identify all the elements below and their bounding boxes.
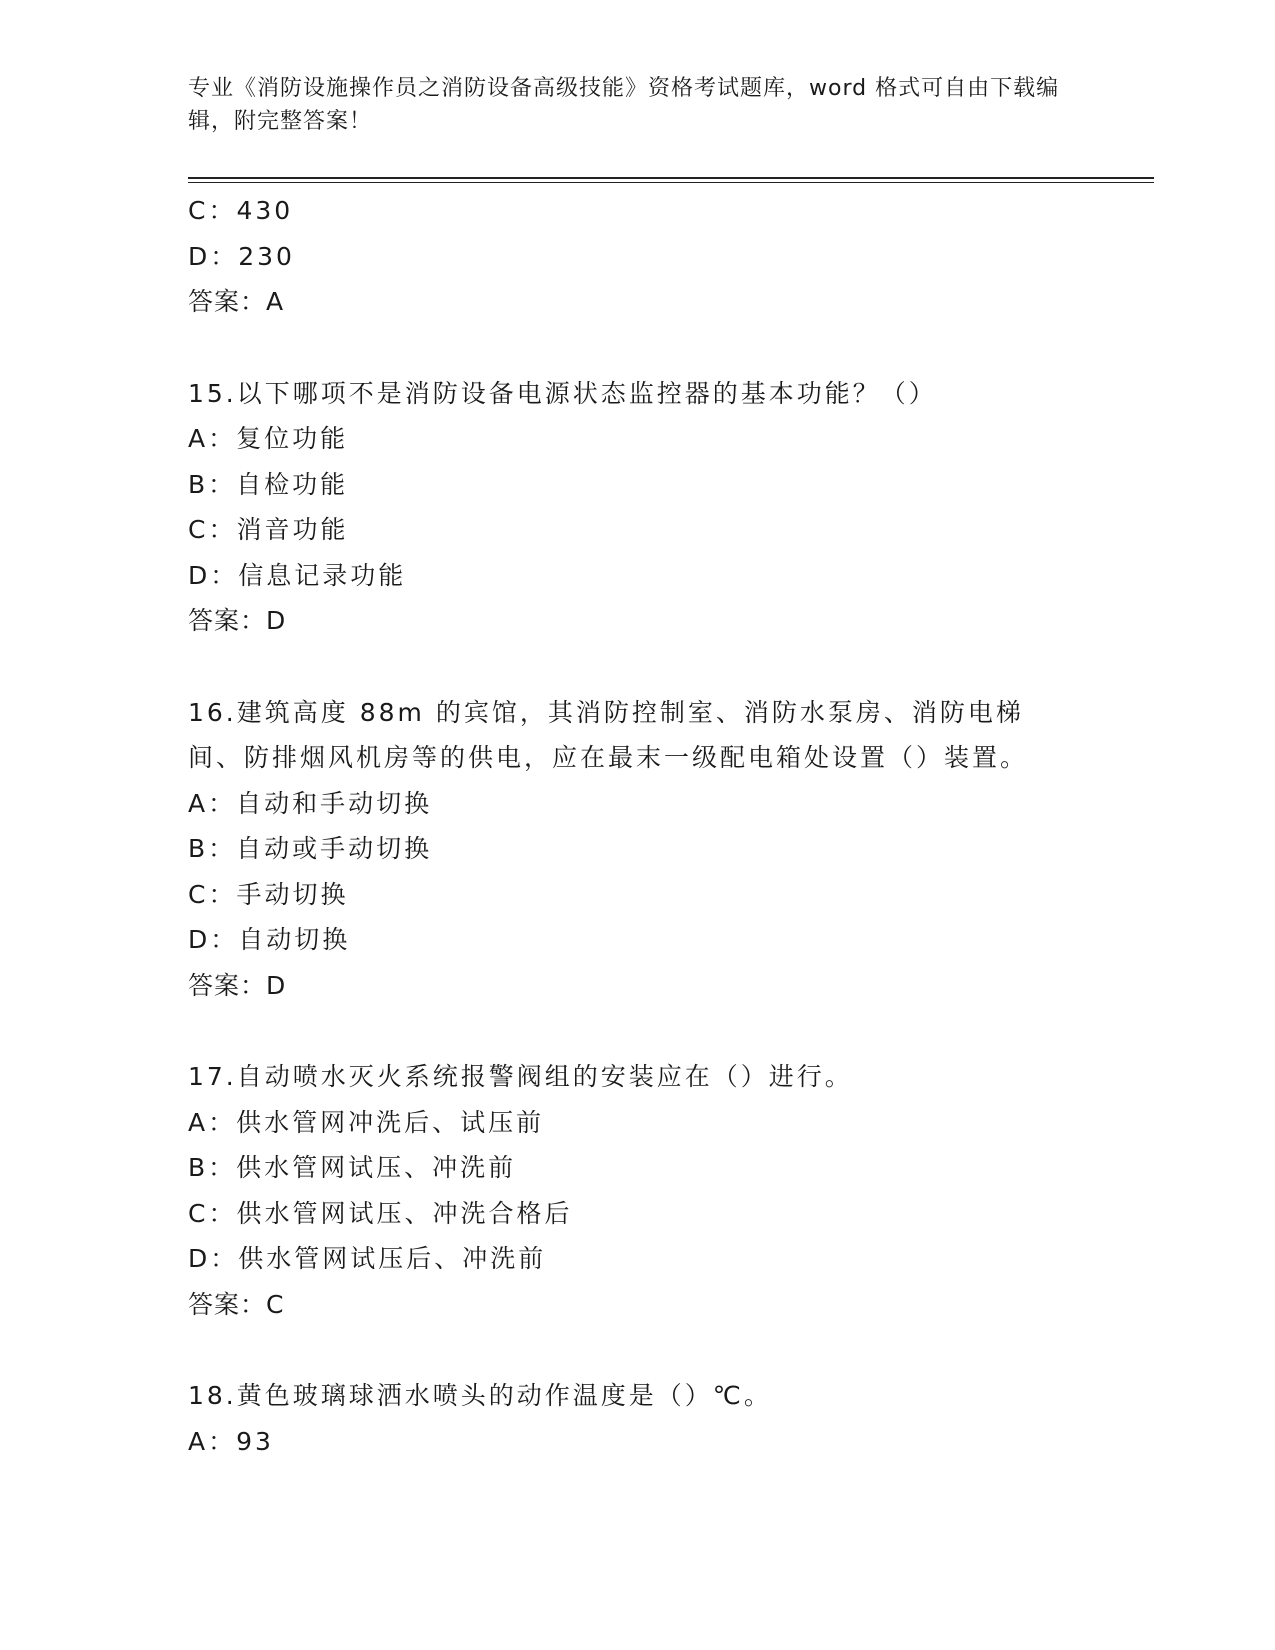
option-c: C：消音功能 [188, 515, 349, 544]
question-block-15 [188, 371, 1148, 644]
question-block-16 [188, 690, 1148, 1009]
option-a: A：复位功能 [188, 424, 349, 453]
option-d: D：自动切换 [188, 925, 351, 954]
option-d: D：信息记录功能 [188, 560, 407, 590]
document-header: 专业《消防设施操作员之消防设备高级技能》资格考试题库，word 格式可自由下载编辑，附完整答案！ [188, 76, 1060, 134]
question-block-18 [188, 1373, 1148, 1464]
answer-line: 答案：A [188, 287, 285, 316]
question-stem: 16.建筑高度 88m 的宾馆，其消防控制室、消防水泵房、消防电梯间、防排烟风机房等的供电，应在最末一级配电箱处设置（）装置。 [188, 697, 1029, 772]
option-b: B：供水管网试压、冲洗前 [188, 1153, 517, 1182]
question-block-17 [188, 1054, 1148, 1327]
answer-line: 答案：C [188, 1289, 285, 1319]
question-list [188, 188, 1148, 1464]
option-c: C：430 [188, 196, 294, 225]
question-stem: 17.自动喷水灭火系统报警阀组的安装应在（）进行。 [188, 1062, 853, 1091]
question-stem: 18.黄色玻璃球洒水喷头的动作温度是（）℃。 [188, 1381, 772, 1410]
question-block-14 [188, 188, 1148, 325]
option-b: B：自动或手动切换 [188, 834, 433, 863]
option-c: C：手动切换 [188, 879, 349, 909]
option-b: B：自检功能 [188, 469, 349, 499]
option-a: A：自动和手动切换 [188, 788, 433, 818]
answer-line: 答案：D [188, 970, 287, 1000]
option-c: C：供水管网试压、冲洗合格后 [188, 1198, 573, 1228]
header-divider-thin [188, 182, 1154, 183]
option-a: A：供水管网冲洗后、试压前 [188, 1107, 545, 1137]
option-a: A：93 [188, 1426, 274, 1456]
option-d: D：230 [188, 241, 295, 271]
option-d: D：供水管网试压后、冲洗前 [188, 1244, 547, 1273]
question-stem: 15.以下哪项不是消防设备电源状态监控器的基本功能？（） [188, 378, 937, 408]
header-divider-thick [188, 177, 1154, 179]
answer-line: 答案：D [188, 606, 287, 635]
